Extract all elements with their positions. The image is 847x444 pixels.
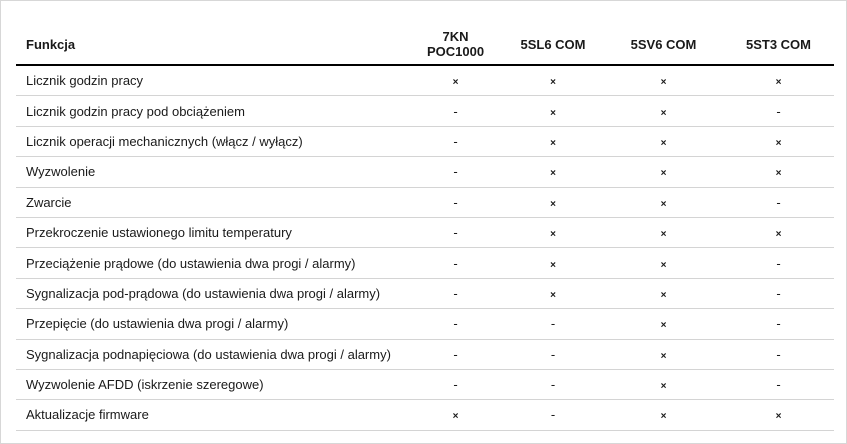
header-row bbox=[16, 25, 834, 65]
availability-mark: × bbox=[660, 168, 667, 180]
feature-comparison-table bbox=[16, 25, 834, 431]
cell-5sv6 bbox=[604, 278, 723, 308]
cell-5sv6 bbox=[604, 217, 723, 247]
cell-5st3 bbox=[723, 339, 834, 369]
cell-5sl6 bbox=[502, 187, 604, 217]
cell-5sv6 bbox=[604, 248, 723, 278]
availability-mark: - bbox=[776, 285, 781, 301]
cell-5sv6 bbox=[604, 309, 723, 339]
availability-mark: - bbox=[453, 255, 458, 271]
availability-mark: - bbox=[776, 103, 781, 119]
cell-7kn bbox=[409, 187, 502, 217]
cell-7kn bbox=[409, 65, 502, 96]
cell-5sv6 bbox=[604, 369, 723, 399]
cell-5st3 bbox=[723, 400, 834, 430]
availability-mark: × bbox=[452, 77, 459, 89]
table-row bbox=[16, 339, 834, 369]
cell-7kn bbox=[409, 248, 502, 278]
availability-mark: - bbox=[776, 194, 781, 210]
availability-mark: - bbox=[776, 346, 781, 362]
table-row bbox=[16, 187, 834, 217]
availability-mark: - bbox=[453, 225, 458, 241]
cell-5sv6 bbox=[604, 96, 723, 126]
cell-5sl6 bbox=[502, 248, 604, 278]
row-label: Aktualizacje firmware bbox=[16, 400, 409, 430]
table-row bbox=[16, 248, 834, 278]
cell-7kn bbox=[409, 339, 502, 369]
row-label: Sygnalizacja pod-prądowa (do ustawienia dwa progi / alarmy) bbox=[16, 278, 409, 308]
row-label: Wyzwolenie AFDD (iskrzenie szeregowe) bbox=[16, 369, 409, 399]
table-row bbox=[16, 369, 834, 399]
row-label: Licznik godzin pracy bbox=[16, 65, 409, 96]
availability-mark: × bbox=[660, 229, 667, 241]
cell-7kn bbox=[409, 126, 502, 156]
column-header-5sl6-com: 5SL6 COM bbox=[502, 25, 604, 65]
availability-mark: - bbox=[453, 346, 458, 362]
cell-5st3 bbox=[723, 217, 834, 247]
cell-7kn bbox=[409, 278, 502, 308]
cell-5sv6 bbox=[604, 157, 723, 187]
row-label: Przekroczenie ustawionego limitu temperatury bbox=[16, 217, 409, 247]
row-label: Zwarcie bbox=[16, 187, 409, 217]
availability-mark: - bbox=[776, 316, 781, 332]
column-header-7kn-line2: POC1000 bbox=[426, 44, 485, 59]
availability-mark: × bbox=[775, 137, 782, 149]
availability-mark: × bbox=[452, 411, 459, 423]
availability-mark: - bbox=[550, 407, 556, 423]
availability-mark: × bbox=[660, 411, 667, 423]
availability-mark: × bbox=[660, 289, 667, 301]
availability-mark: - bbox=[550, 316, 556, 332]
availability-mark: - bbox=[453, 377, 458, 393]
availability-mark: - bbox=[453, 316, 458, 332]
cell-5st3 bbox=[723, 126, 834, 156]
availability-mark: - bbox=[453, 194, 458, 210]
cell-5sl6 bbox=[502, 400, 604, 430]
availability-mark: - bbox=[453, 164, 458, 180]
cell-5sl6 bbox=[502, 65, 604, 96]
cell-5st3 bbox=[723, 278, 834, 308]
cell-7kn bbox=[409, 400, 502, 430]
table-row bbox=[16, 157, 834, 187]
availability-mark: × bbox=[775, 411, 782, 423]
column-header-5st3-com: 5ST3 COM bbox=[723, 25, 834, 65]
cell-5sl6 bbox=[502, 96, 604, 126]
availability-mark: × bbox=[550, 168, 556, 180]
availability-mark: × bbox=[660, 77, 667, 89]
availability-mark: - bbox=[550, 377, 556, 393]
availability-mark: × bbox=[775, 168, 782, 180]
cell-5sv6 bbox=[604, 339, 723, 369]
availability-mark: × bbox=[550, 229, 556, 241]
column-header-5sv6-com: 5SV6 COM bbox=[604, 25, 723, 65]
cell-5st3 bbox=[723, 248, 834, 278]
availability-mark: - bbox=[776, 377, 781, 393]
row-label: Przepięcie (do ustawienia dwa progi / alarmy) bbox=[16, 309, 409, 339]
table-row bbox=[16, 126, 834, 156]
cell-5st3 bbox=[723, 65, 834, 96]
availability-mark: × bbox=[775, 77, 782, 89]
availability-mark: × bbox=[660, 259, 667, 271]
cell-5st3 bbox=[723, 96, 834, 126]
availability-mark: × bbox=[660, 137, 667, 149]
row-label: Licznik godzin pracy pod obciążeniem bbox=[16, 96, 409, 126]
availability-mark: - bbox=[550, 346, 556, 362]
availability-mark: × bbox=[550, 77, 556, 89]
cell-7kn bbox=[409, 369, 502, 399]
cell-5sl6 bbox=[502, 157, 604, 187]
availability-mark: × bbox=[550, 198, 556, 210]
cell-5sl6 bbox=[502, 309, 604, 339]
cell-5sv6 bbox=[604, 126, 723, 156]
column-header-function: Funkcja bbox=[16, 25, 409, 65]
cell-5sl6 bbox=[502, 339, 604, 369]
availability-mark: × bbox=[775, 229, 782, 241]
column-header-7kn-line1: 7KN bbox=[442, 29, 469, 44]
availability-mark: × bbox=[660, 350, 667, 362]
table-row bbox=[16, 65, 834, 96]
row-label: Przeciążenie prądowe (do ustawienia dwa progi / alarmy) bbox=[16, 248, 409, 278]
availability-mark: × bbox=[550, 259, 556, 271]
table-row bbox=[16, 309, 834, 339]
availability-mark: - bbox=[776, 255, 781, 271]
availability-mark: × bbox=[660, 107, 667, 119]
availability-mark: - bbox=[453, 285, 458, 301]
cell-5sl6 bbox=[502, 278, 604, 308]
cell-7kn bbox=[409, 217, 502, 247]
cell-5st3 bbox=[723, 187, 834, 217]
cell-5sl6 bbox=[502, 217, 604, 247]
cell-5sl6 bbox=[502, 369, 604, 399]
table-row bbox=[16, 278, 834, 308]
cell-5st3 bbox=[723, 157, 834, 187]
cell-5sv6 bbox=[604, 400, 723, 430]
cell-5st3 bbox=[723, 369, 834, 399]
availability-mark: × bbox=[550, 289, 556, 301]
table-row bbox=[16, 400, 834, 430]
cell-7kn bbox=[409, 157, 502, 187]
availability-mark: × bbox=[550, 107, 556, 119]
cell-7kn bbox=[409, 96, 502, 126]
availability-mark: × bbox=[660, 198, 667, 210]
availability-mark: × bbox=[550, 137, 556, 149]
row-label: Wyzwolenie bbox=[16, 157, 409, 187]
cell-5st3 bbox=[723, 309, 834, 339]
cell-7kn bbox=[409, 309, 502, 339]
table-row bbox=[16, 96, 834, 126]
row-label: Sygnalizacja podnapięciowa (do ustawienia dwa progi / alarmy) bbox=[16, 339, 409, 369]
availability-mark: × bbox=[660, 381, 667, 393]
cell-5sl6 bbox=[502, 126, 604, 156]
row-label: Licznik operacji mechanicznych (włącz / wyłącz) bbox=[16, 126, 409, 156]
availability-mark: - bbox=[453, 103, 458, 119]
availability-mark: × bbox=[660, 320, 667, 332]
column-header-7kn-poc1000 bbox=[409, 25, 502, 65]
availability-mark: - bbox=[453, 133, 458, 149]
cell-5sv6 bbox=[604, 65, 723, 96]
table-row bbox=[16, 217, 834, 247]
cell-5sv6 bbox=[604, 187, 723, 217]
